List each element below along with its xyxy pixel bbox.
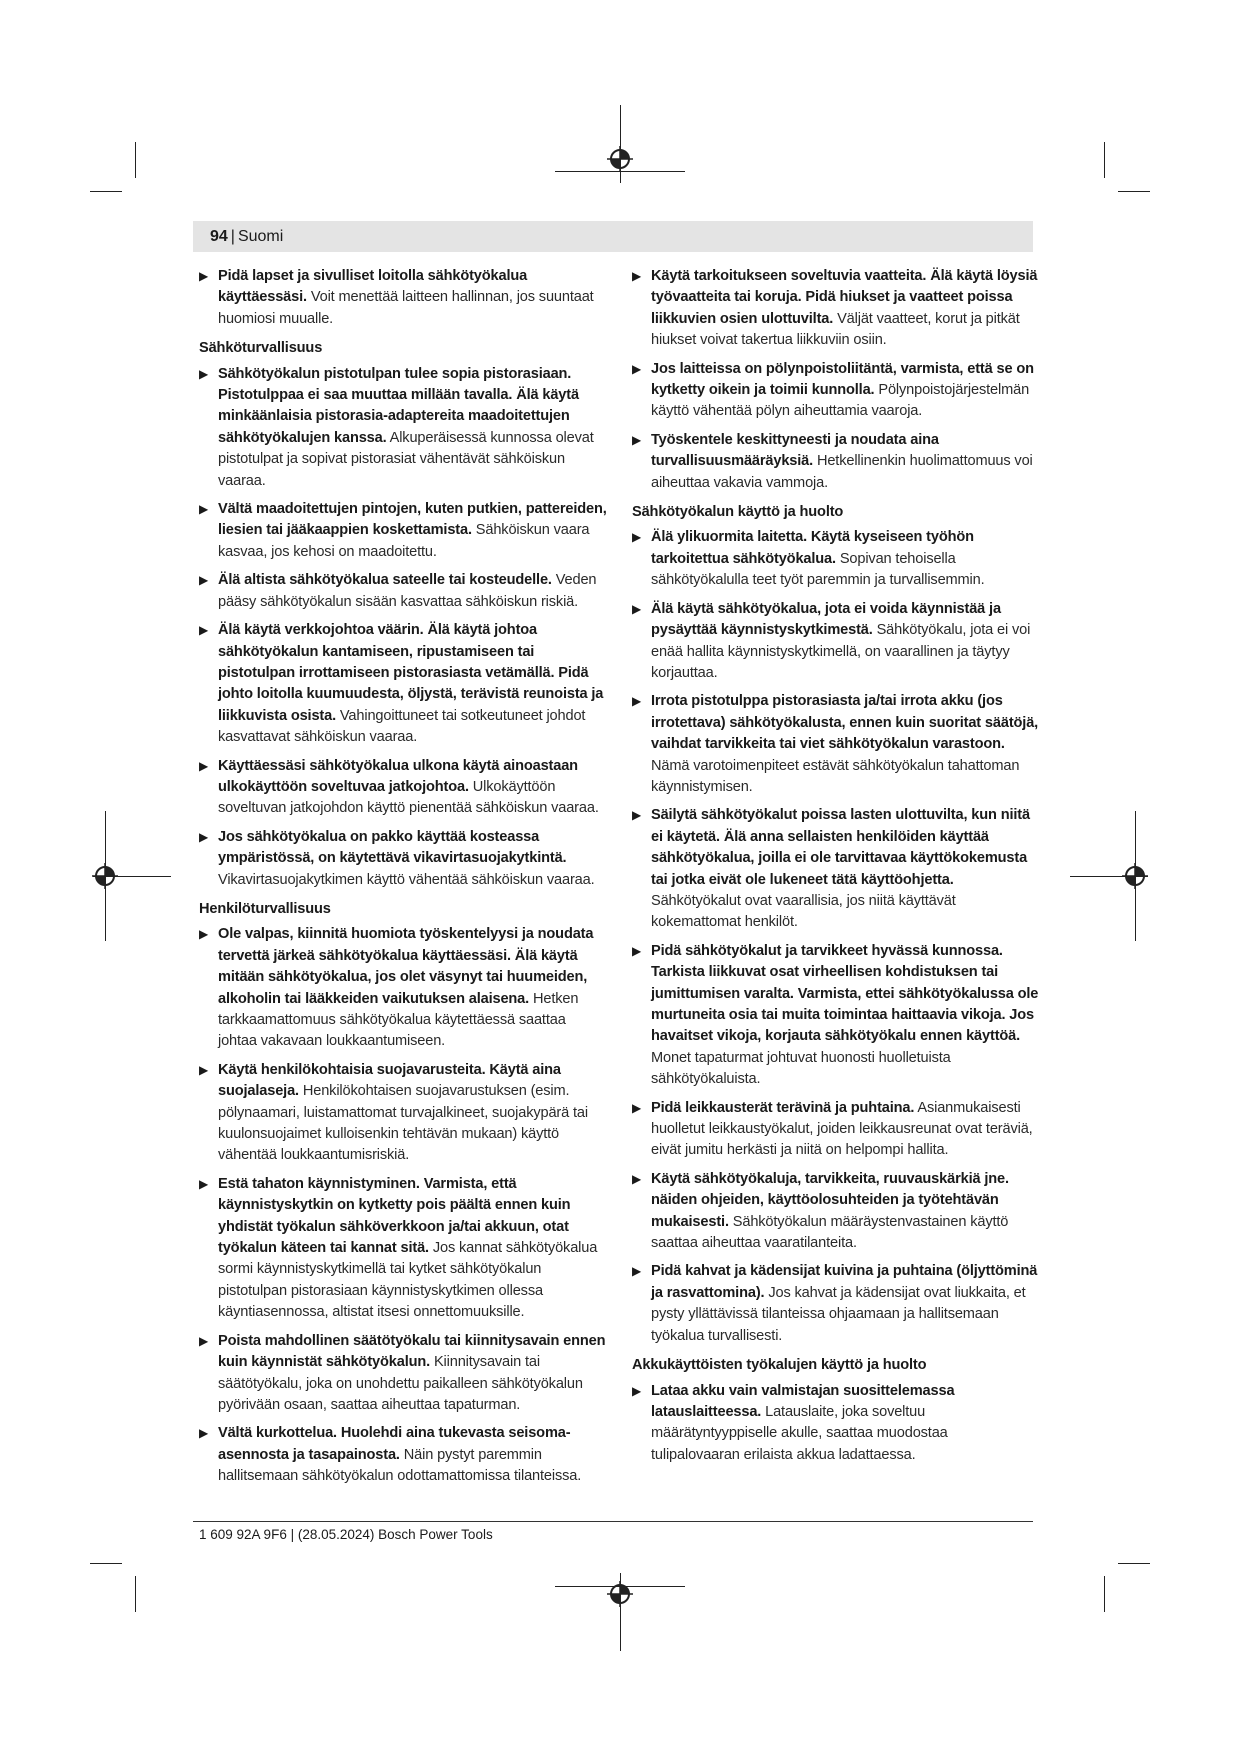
bullet-arrow-icon: ▶ bbox=[199, 829, 209, 844]
safety-item bbox=[632, 1261, 1040, 1347]
registration-target-icon bbox=[607, 1581, 633, 1607]
item-text: Hetkellinenkin huolimattomuus voi aiheuttaa vakavia vammoja. bbox=[651, 453, 1033, 491]
item-text: Pölynpoistojärjestelmän käyttö vähentää pölyn aiheuttamia vaaroja. bbox=[651, 382, 1030, 420]
item-bold-text: Älä altista sähkötyökalua sateelle tai kosteudelle. bbox=[218, 572, 552, 589]
item-bold-text: Käytä henkilökohtaisia suojavarusteita. Käytä aina suojalaseja. bbox=[218, 1061, 561, 1100]
language-label: Suomi bbox=[237, 227, 284, 245]
section-heading: Akkukäyttöisten työkalujen käyttö ja huolto bbox=[632, 1357, 927, 1374]
section-heading: Sähköturvallisuus bbox=[199, 340, 323, 357]
safety-item bbox=[199, 924, 607, 1052]
item-bold-text: Estä tahaton käynnistyminen. Varmista, että käynnistyskytkin on kytketty pois päältä ennen kuin yhdistät työkalun sähköverkkoon ja/tai akkuun, otat työkalun käteen tai kannat sitä. bbox=[218, 1175, 571, 1257]
safety-item bbox=[199, 827, 607, 891]
bullet-arrow-icon: ▶ bbox=[632, 1383, 642, 1398]
item-text: Sähkötyökalu, jota ei voi enää hallita käynnistyskytkimellä, on vaarallinen ja täytyy korjauttaa. bbox=[651, 622, 1031, 681]
bullet-arrow-icon: ▶ bbox=[632, 1100, 642, 1115]
item-bold-text: Käytä sähkötyökaluja, tarvikkeita, ruuvauskärkiä jne. näiden ohjeiden, käyttöolosuhteiden ja työtehtävän mukaisesti. bbox=[651, 1170, 1009, 1230]
safety-item bbox=[632, 691, 1040, 798]
page-number: 94 bbox=[210, 227, 228, 245]
page-footer: 1 609 92A 9F6 | (28.05.2024) Bosch Power Tools bbox=[199, 1527, 493, 1542]
safety-item bbox=[199, 1423, 607, 1487]
item-bold-text: Ole valpas, kiinnitä huomiota työskentelyysi ja noudata tervettä järkeä sähkötyökalua käyttäessäsi. Älä käytä mitään sähkötyökalua, jos olet väsynyt tai huumeiden, alkoholin tai lääkkeiden vaikutuksen alaisena. bbox=[218, 926, 594, 1007]
bullet-arrow-icon: ▶ bbox=[632, 1171, 642, 1186]
bullet-arrow-icon: ▶ bbox=[632, 530, 642, 545]
safety-item bbox=[632, 1098, 1040, 1162]
item-bold-text: Älä ylikuormita laitetta. Käytä kyseiseen työhön tarkoitettua sähkötyökalua. bbox=[651, 529, 974, 567]
item-text: Väljät vaatteet, korut ja pitkät hiukset voivat takertua liikkuviin osiin. bbox=[651, 310, 1020, 349]
left-column bbox=[199, 266, 607, 1495]
safety-item bbox=[632, 430, 1040, 494]
item-bold-text: Työskentele keskittyneesti ja noudata aina turvallisuusmääräyksiä. bbox=[651, 431, 939, 470]
item-bold-text: Säilytä sähkötyökalut poissa lasten ulottuvilta, kun niitä ei käytetä. Älä anna sellaisten henkilöiden käyttää sähkötyökalua, joilla ei ole tarvittavaa käyttökokemusta tai jotka eivät ole lukeneet tätä käyttöohjetta. bbox=[651, 807, 1030, 888]
item-text: Vikavirtasuojakytkimen käyttö vähentää sähköiskun vaaraa. bbox=[218, 871, 595, 888]
safety-item bbox=[199, 1174, 607, 1324]
bullet-arrow-icon: ▶ bbox=[632, 694, 642, 709]
item-bold-text: Vältä kurkottelua. Huolehdi aina tukevasta seisoma-asennosta ja tasapainosta. bbox=[218, 1425, 571, 1463]
safety-item bbox=[199, 364, 607, 492]
header-separator: | bbox=[230, 227, 235, 245]
item-text: Monet tapaturmat johtuvat huonosti huolletuista sähkötyökaluista. bbox=[651, 1049, 951, 1088]
item-bold-text: Jos sähkötyökalua on pakko käyttää kosteassa ympäristössä, on käytettävä vikavirtasuojakytkintä. bbox=[218, 828, 567, 867]
item-text: Veden pääsy sähkötyökalun sisään kasvattaa sähköiskun riskiä. bbox=[218, 572, 597, 610]
item-bold-text: Sähkötyökalun pistotulpan tulee sopia pistorasiaan. Pistotulppaa ei saa muuttaa millään tavalla. Älä käytä minkäänlaisia pistorasia-adaptereita maadoitettujen sähkötyökalujen kanssa. bbox=[218, 365, 579, 446]
bullet-arrow-icon: ▶ bbox=[199, 1333, 209, 1348]
bullet-arrow-icon: ▶ bbox=[632, 361, 642, 376]
bullet-arrow-icon: ▶ bbox=[199, 927, 209, 942]
item-text: Vahingoittuneet tai sotkeutuneet johdot kasvattavat sähköiskun vaaraa. bbox=[218, 707, 586, 746]
item-text: Näin pystyt paremmin hallitsemaan sähkötyökalun odottamattomissa tilanteissa. bbox=[218, 1446, 582, 1485]
item-text: Latauslaite, joka soveltuu määrätyntyyppiselle akulle, saattaa muodostaa tulipalovaaran erilaista akkua ladattaessa. bbox=[651, 1403, 948, 1463]
safety-item bbox=[632, 527, 1040, 591]
safety-item bbox=[199, 756, 607, 820]
item-bold-text: Käyttäessäsi sähkötyökalua ulkona käytä ainoastaan ulkokäyttöön soveltuvaa jatkojohtoa. bbox=[218, 757, 578, 795]
bullet-arrow-icon: ▶ bbox=[632, 601, 642, 616]
safety-item bbox=[632, 1169, 1040, 1255]
crop-mark bbox=[1104, 142, 1105, 178]
registration-target-icon bbox=[607, 146, 633, 172]
item-bold-text: Lataa akku vain valmistajan suosittelemassa latauslaitteessa. bbox=[651, 1382, 955, 1420]
crop-mark bbox=[90, 1563, 122, 1564]
item-text: Hetken tarkkaamattomuus sähkötyökalua käytettäessä saattaa johtaa vakavaan loukkaantumiseen. bbox=[218, 990, 579, 1050]
crop-mark bbox=[1118, 1563, 1150, 1564]
item-text: Jos kahvat ja kädensijat ovat liukkaita, et pysty yllättävissä tilanteissa ohjaamaan ja hallitsemaan työkalua turvallisesti. bbox=[651, 1284, 1026, 1344]
crop-mark bbox=[135, 142, 136, 178]
right-column bbox=[632, 266, 1040, 1473]
item-text: Henkilökohtaisen suojavarustuksen (esim. pölynaamari, luistamattomat turvajalkineet, suojakypärä tai kuulonsuojaimet kulloisenkin tehtävän mukaan) käyttö vähentää loukkaantumisriskiä. bbox=[218, 1083, 588, 1164]
safety-item bbox=[632, 266, 1040, 352]
crop-mark bbox=[1118, 191, 1150, 192]
crop-mark bbox=[1104, 1576, 1105, 1612]
item-bold-text: Pidä leikkausterät terävinä ja puhtaina. bbox=[651, 1099, 915, 1116]
item-bold-text: Jos laitteissa on pölynpoistoliitäntä, varmista, että se on kytketty oikein ja toimii kunnolla. bbox=[651, 360, 1034, 399]
footer-divider bbox=[193, 1521, 1033, 1522]
safety-item bbox=[199, 1060, 607, 1167]
item-text: Sähkötyökalut ovat vaarallisia, jos niitä käyttävät kokemattomat henkilöt. bbox=[651, 892, 956, 931]
bullet-arrow-icon: ▶ bbox=[632, 269, 642, 283]
item-bold-text: Poista mahdollinen säätötyökalu tai kiinnitysavain ennen kuin käynnistät sähkötyökalun. bbox=[218, 1332, 606, 1371]
bullet-arrow-icon: ▶ bbox=[199, 758, 209, 773]
section-heading: Henkilöturvallisuus bbox=[199, 900, 331, 917]
crop-mark bbox=[135, 1576, 136, 1612]
safety-item bbox=[632, 805, 1040, 933]
item-text: Asianmukaisesti huolletut leikkaustyökalut, joiden leikkausreunat ovat teräviä, eivät jumitu herkästi ja niitä on helpompi hallita. bbox=[651, 1099, 1033, 1159]
item-bold-text: Pidä kahvat ja kädensijat kuivina ja puhtaina (öljyttöminä ja rasvattomina). bbox=[651, 1263, 1038, 1301]
bullet-arrow-icon: ▶ bbox=[199, 1426, 209, 1441]
safety-item bbox=[632, 941, 1040, 1091]
section-heading: Sähkötyökalun käyttö ja huolto bbox=[632, 504, 844, 521]
item-bold-text: Älä käytä sähkötyökalua, jota ei voida käynnistää ja pysäyttää käynnistyskytkimestä. bbox=[651, 600, 1001, 639]
item-text: Nämä varotoimenpiteet estävät sähkötyökalun tahattoman käynnistymisen. bbox=[651, 757, 1020, 795]
safety-item bbox=[199, 266, 607, 330]
bullet-arrow-icon: ▶ bbox=[632, 432, 642, 447]
safety-item bbox=[199, 1331, 607, 1417]
bullet-arrow-icon: ▶ bbox=[199, 623, 209, 638]
crop-mark bbox=[90, 191, 122, 192]
page-header bbox=[193, 221, 1033, 252]
bullet-arrow-icon: ▶ bbox=[199, 269, 209, 283]
safety-item bbox=[632, 1381, 1040, 1467]
item-text: Alkuperäisessä kunnossa olevat pistotulpat ja sopivat pistorasiat vähentävät sähköiskun vaaraa. bbox=[218, 429, 594, 489]
item-text: Sähköiskun vaara kasvaa, jos kehosi on maadoitettu. bbox=[218, 522, 590, 560]
safety-item bbox=[199, 620, 607, 748]
bullet-arrow-icon: ▶ bbox=[199, 1062, 209, 1077]
item-bold-text: Pidä lapset ja sivulliset loitolla sähkötyökalua käyttäessäsi. bbox=[218, 268, 528, 306]
bullet-arrow-icon: ▶ bbox=[199, 366, 209, 381]
registration-target-icon bbox=[92, 863, 118, 889]
safety-item bbox=[199, 570, 607, 613]
safety-item bbox=[632, 599, 1040, 685]
item-text: Sähkötyökalun määräystenvastainen käyttö saattaa aiheuttaa vaaratilanteita. bbox=[651, 1213, 1009, 1252]
bullet-arrow-icon: ▶ bbox=[199, 502, 209, 517]
item-bold-text: Pidä sähkötyökalut ja tarvikkeet hyvässä kunnossa. Tarkista liikkuvat osat virheellisen kohdistuksen tai jumittumisen varalta. Varmista, ettei sähkötyökalussa ole murtuneita osia tai muita toimintaa haittaavia vikoja. Jos havaitset vikoja, korjauta sähkötyökalu ennen käyttöä. bbox=[651, 942, 1039, 1045]
bullet-arrow-icon: ▶ bbox=[632, 808, 642, 823]
item-bold-text: Älä käytä verkkojohtoa väärin. Älä käytä johtoa sähkötyökalun kantamiseen, ripustamiseen tai pistotulpan irrottamiseen pistorasiasta vetämällä. Pidä johto loitolla kuumuudesta, öljystä, terävistä reunoista ja liikkuvista osista. bbox=[218, 622, 604, 724]
safety-item bbox=[199, 499, 607, 563]
registration-target-icon bbox=[1122, 863, 1148, 889]
item-text: Voit menettää laitteen hallinnan, jos suuntaat huomiosi muualle. bbox=[218, 289, 594, 327]
item-text: Sopivan tehoisella sähkötyökalulla teet työt paremmin ja turvallisemmin. bbox=[651, 550, 985, 589]
item-bold-text: Vältä maadoitettujen pintojen, kuten putkien, pattereiden, liesien tai jääkaappien koskettamista. bbox=[218, 501, 607, 539]
item-text: Jos kannat sähkötyökalua sormi käynnistyskytkimellä tai kytket sähkötyökalun pistotulpan pistorasiaan käynnistyskytkimen ollessa käyntiasennossa, altistat itsesi onnettomuuksille. bbox=[218, 1240, 598, 1321]
bullet-arrow-icon: ▶ bbox=[632, 1264, 642, 1279]
bullet-arrow-icon: ▶ bbox=[632, 943, 642, 958]
item-bold-text: Irrota pistotulppa pistorasiasta ja/tai irrota akku (jos irrotettava) sähkötyökalusta, ennen kuin suoritat säätöjä, vaihdat tarvikkeita tai viet sähkötyökalun varastoon. bbox=[651, 693, 1039, 753]
item-text: Ulkokäyttöön soveltuvan jatkojohdon käyttö pienentää sähköiskun vaaraa. bbox=[218, 778, 599, 817]
safety-item bbox=[632, 359, 1040, 423]
item-text: Kiinnitysavain tai säätötyökalu, joka on unohdettu paikalleen sähkötyökalun pyörivään osaan, saattaa aiheuttaa tapaturman. bbox=[218, 1354, 583, 1413]
bullet-arrow-icon: ▶ bbox=[199, 573, 209, 588]
item-bold-text: Käytä tarkoitukseen soveltuvia vaatteita. Älä käytä löysiä työvaatteita tai koruja. Pidä hiukset ja vaatteet poissa liikkuvien osien ulottuvilta. bbox=[651, 268, 1038, 327]
bullet-arrow-icon: ▶ bbox=[199, 1176, 209, 1191]
